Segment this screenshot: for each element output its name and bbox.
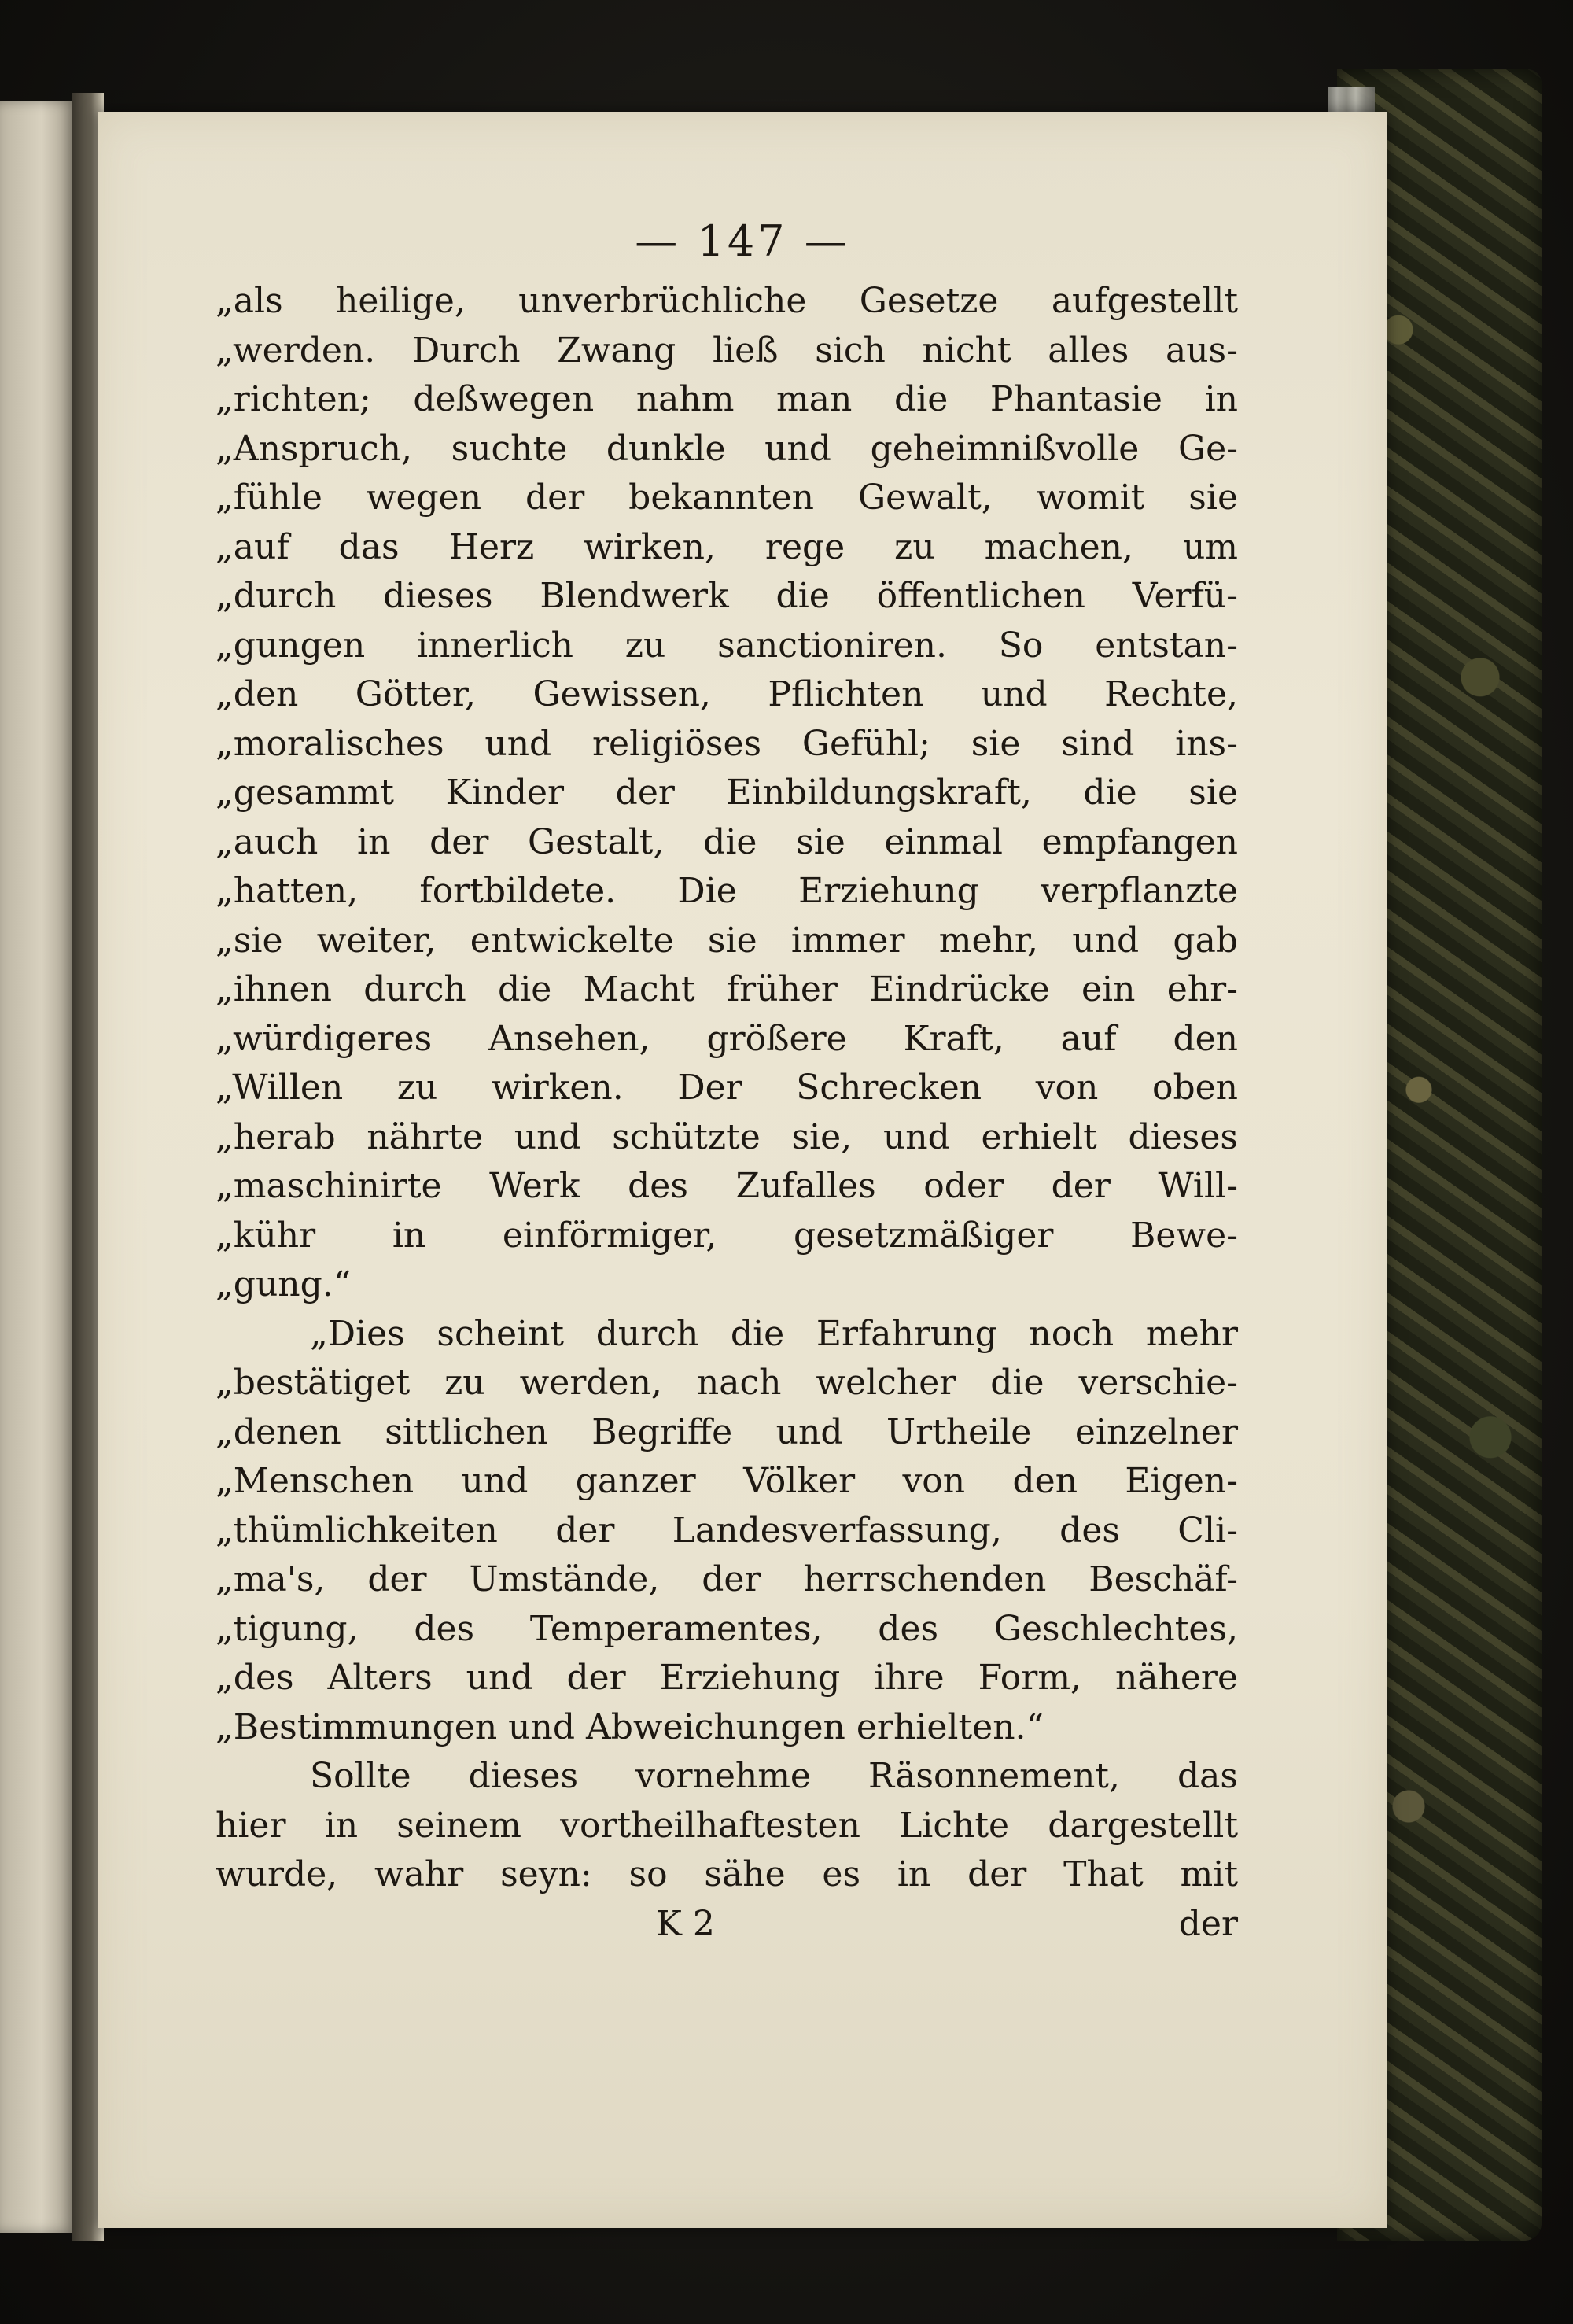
facing-page-edge [0,101,76,2233]
text-line: „kühr in einförmiger, gesetzmäßiger Bewe- [216,1215,1238,1256]
signature-mark: K 2 [656,1903,715,1944]
text-line: „auf das Herz wirken, rege zu machen, um [216,526,1238,567]
text-line: „Dies scheint durch die Erfahrung noch mehr [310,1313,1238,1354]
text-line: „fühle wegen der bekannten Gewalt, womit sie [216,478,1238,518]
text-line: „sie weiter, entwickelte sie immer mehr, und gab [216,920,1238,961]
catchword: der [1178,1903,1238,1944]
text-lines [216,277,1238,1900]
text-line: „thümlichkeiten der Landesverfassung, des Cli- [216,1510,1238,1551]
text-line: „Bestimmungen und Abweichungen erhielten.“ [216,1706,1044,1747]
text-line: „hatten, fortbildete. Die Erziehung verpflanzte [216,871,1238,911]
text-line: „Willen zu wirken. Der Schrecken von oben [216,1068,1238,1108]
text-line: „Anspruch, suchte dunkle und geheimnißvolle Ge- [216,428,1238,469]
text-line: „auch in der Gestalt, die sie einmal empfangen [216,821,1238,862]
text-line: „gungen innerlich zu sanctioniren. So entstan- [216,625,1238,666]
text-line: „tigung, des Temperamentes, des Geschlechtes, [216,1608,1238,1649]
book-page [98,112,1387,2228]
text-line: „ma's, der Umstände, der herrschenden Beschäf- [216,1559,1238,1599]
text-line: „herab nährte und schützte sie, und erhielt dieses [216,1116,1238,1157]
text-line: Sollte dieses vornehme Räsonnement, das [310,1756,1238,1796]
text-line: „gesammt Kinder der Einbildungskraft, die sie [216,773,1238,813]
page-text-block [216,206,1238,1949]
page-footer [216,1900,1238,1950]
text-line: „bestätiget zu werden, nach welcher die verschie- [216,1363,1238,1403]
text-line: „maschinirte Werk des Zufalles oder der Will- [216,1166,1238,1206]
text-line: „werden. Durch Zwang ließ sich nicht alles aus- [216,330,1238,371]
text-line: „würdigeres Ansehen, größere Kraft, auf den [216,1018,1238,1059]
text-line: „als heilige, unverbrüchliche Gesetze aufgestellt [216,281,1238,321]
text-line: „gung.“ [216,1264,352,1304]
text-line: „denen sittlichen Begriffe und Urtheile einzelner [216,1411,1238,1452]
text-line: hier in seinem vortheilhaftesten Lichte dargestellt [216,1805,1238,1846]
text-line: „ihnen durch die Macht früher Eindrücke ein ehr- [216,969,1238,1009]
text-line: „moralisches und religiöses Gefühl; sie sind ins- [216,723,1238,764]
text-line: „durch dieses Blendwerk die öffentlichen Verfü- [216,576,1238,616]
page-number: — 147 — [635,216,850,266]
text-line: wurde, wahr seyn: so sähe es in der That mit [216,1854,1238,1894]
text-line: „den Götter, Gewissen, Pflichten und Rechte, [216,674,1238,714]
text-line: „Menschen und ganzer Völker von den Eigen- [216,1461,1238,1501]
text-line: „richten; deßwegen nahm man die Phantasie in [216,379,1238,419]
text-line: „des Alters und der Erziehung ihre Form, nähere [216,1658,1238,1698]
